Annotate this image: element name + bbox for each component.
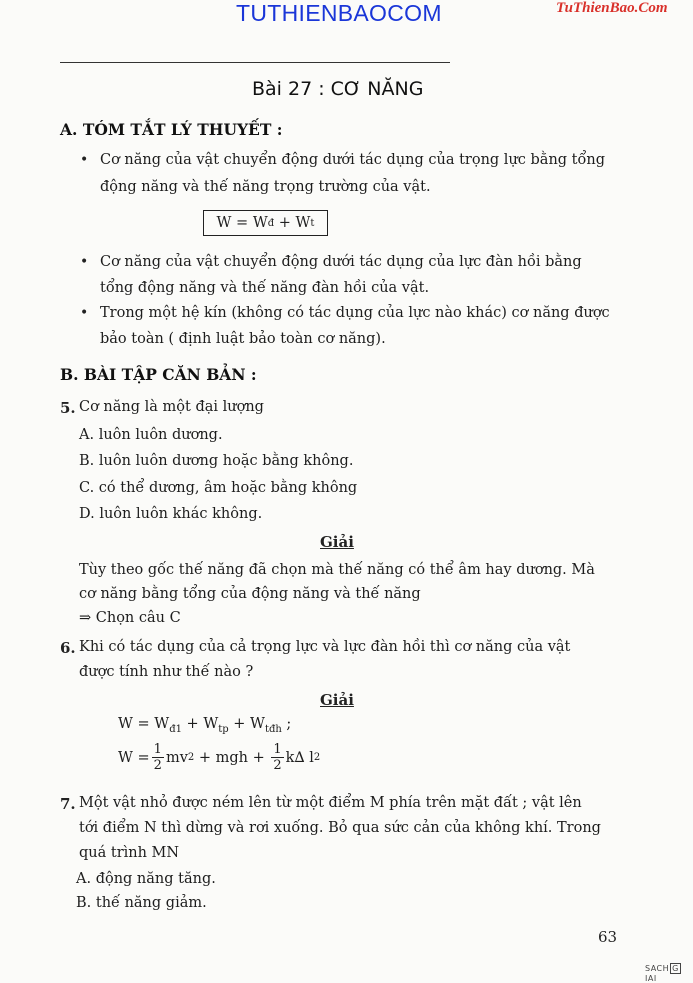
equation-2: W = $\frac{1}{2}$ mv 2 + mgh + $\frac{1}{2}$ k∆ l 2 xyxy=(118,742,321,773)
question-5-option-d: D. luôn luôn khác không. xyxy=(79,506,263,522)
question-5-solution-line2: cơ năng bằng tổng của động năng và thế năng xyxy=(79,586,421,602)
section-b-heading: B. BÀI TẬP CĂN BẢN : xyxy=(60,365,257,384)
question-7-number: 7. xyxy=(60,795,76,813)
section-a-heading: A. TÓM TẮT LÝ THUYẾT : xyxy=(60,120,283,139)
question-5-option-a: A. luôn luôn dương. xyxy=(79,427,223,443)
bullet1-line1: Cơ năng của vật chuyển động dưới tác dụng của trọng lực bằng tổng xyxy=(100,152,605,168)
question-6-line1: Khi có tác dụng của cả trọng lực và lực đàn hồi thì cơ năng của vật xyxy=(79,639,571,655)
question-5-option-b: B. luôn luôn dương hoặc bằng không. xyxy=(79,453,354,469)
question-5-option-c: C. có thể dương, âm hoặc bằng không xyxy=(79,480,358,496)
question-7-option-b: B. thế năng giảm. xyxy=(76,895,207,911)
bullet-icon: • xyxy=(80,152,89,168)
bullet3-line1: Trong một hệ kín (không có tác dụng của lực nào khác) cơ năng được xyxy=(100,305,610,321)
question-5-solution-label: Giải xyxy=(320,533,354,551)
bullet-icon: • xyxy=(80,305,89,321)
header-divider xyxy=(60,62,450,63)
bullet3-line2: bảo toàn ( định luật bảo toàn cơ năng). xyxy=(100,331,386,347)
question-5-number: 5. xyxy=(60,399,76,417)
question-5-solution-line1: Tùy theo gốc thế năng đã chọn mà thế năng có thể âm hay dương. Mà xyxy=(79,562,595,578)
question-7-option-a: A. động năng tăng. xyxy=(76,871,216,887)
bullet2-line2: tổng động năng và thế năng đàn hồi của vật. xyxy=(100,280,430,296)
fraction-half: $\frac{1}{2}$ xyxy=(273,742,282,773)
site-title: TUTHIENBAOCOM xyxy=(236,0,442,26)
mechanical-energy-formula: W = W đ + W t xyxy=(203,210,328,236)
lesson-title: Bài 27 : CƠ NĂNG xyxy=(252,78,424,100)
question-5-answer: ⇒ Chọn câu C xyxy=(79,610,181,626)
question-6-solution-label: Giải xyxy=(320,691,354,709)
fraction-half: $\frac{1}{2}$ xyxy=(153,742,162,773)
question-6-line2: được tính như thế nào ? xyxy=(79,664,254,680)
page-number: 63 xyxy=(598,928,618,946)
bullet1-line2: động năng và thế năng trọng trường của vật. xyxy=(100,179,431,195)
bullet2-line1: Cơ năng của vật chuyển động dưới tác dụng của lực đàn hồi bằng xyxy=(100,254,582,270)
question-5-text: Cơ năng là một đại lượng xyxy=(79,399,264,415)
site-logo: TuThienBao.Com xyxy=(556,0,668,16)
question-7-line2: tới điểm N thì dừng và rơi xuống. Bỏ qua sức cản của không khí. Trong xyxy=(79,820,601,836)
publisher-mark: SACH GIAI xyxy=(645,964,679,983)
question-7-line1: Một vật nhỏ được ném lên từ một điểm M phía trên mặt đất ; vật lên xyxy=(79,795,582,811)
equation-1: $W = W_{đ1} + W_{tp} + W_{tđh}$ ; xyxy=(118,716,292,735)
question-6-number: 6. xyxy=(60,639,76,657)
bullet-icon: • xyxy=(80,254,89,270)
question-7-line3: quá trình MN xyxy=(79,845,180,861)
